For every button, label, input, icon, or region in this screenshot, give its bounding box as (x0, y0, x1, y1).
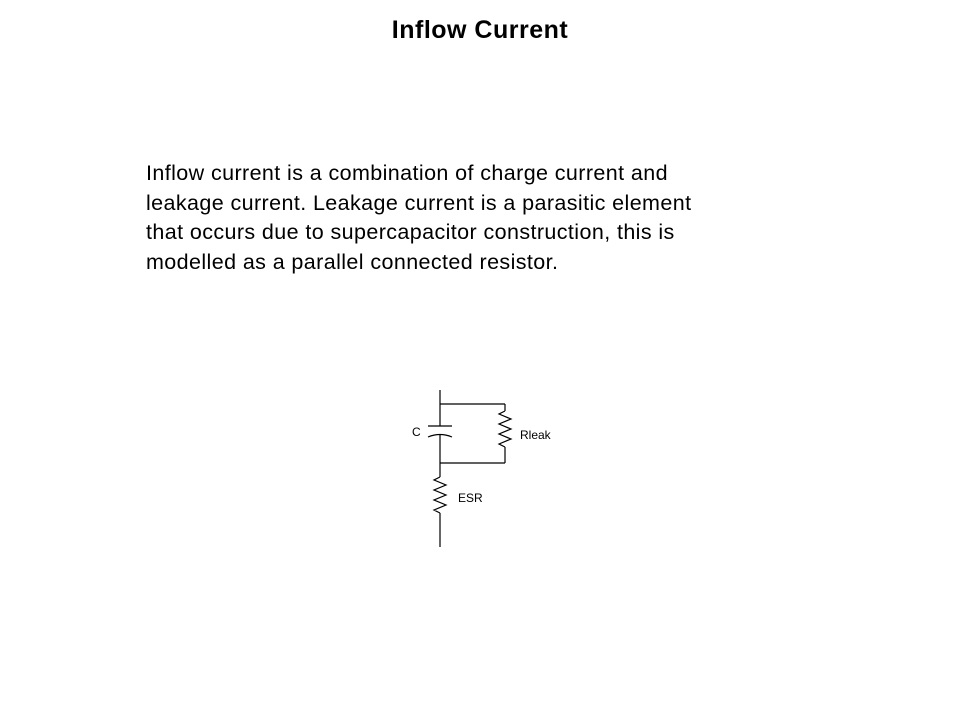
body-line: that occurs due to supercapacitor construction, this is (146, 220, 675, 244)
capacitor-label: C (412, 425, 421, 439)
body-paragraph (146, 159, 836, 277)
esr-label: ESR (458, 491, 483, 505)
body-line: Inflow current is a combination of charge current and (146, 161, 668, 185)
slide-title: Inflow Current (391, 16, 569, 44)
body-line: leakage current. Leakage current is a parasitic element (146, 190, 692, 215)
esr-resistor (434, 477, 446, 513)
supercapacitor-circuit-diagram (400, 385, 570, 555)
rleak-label: Rleak (520, 428, 551, 442)
body-line: modelled as a parallel connected resistor. (146, 249, 559, 274)
rleak-resistor (499, 411, 511, 447)
